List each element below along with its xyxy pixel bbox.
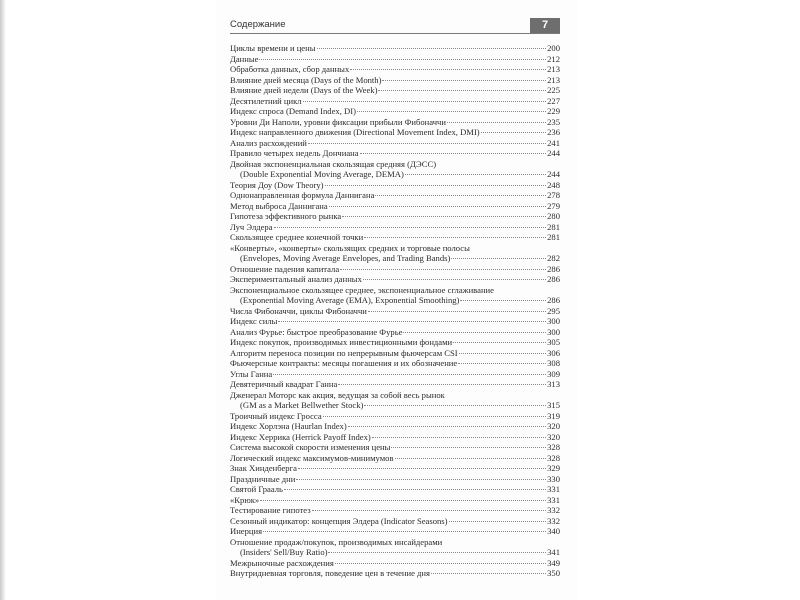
toc-entry-page: 308 — [547, 358, 560, 368]
toc-entry-title: (Envelopes, Moving Average Envelopes, and Trading Bands) — [240, 253, 451, 263]
toc-entry-page: 340 — [547, 526, 560, 536]
toc-entry-page: 320 — [547, 421, 560, 431]
toc-entry-title: Отношение падения капитала — [230, 263, 340, 274]
toc-entry — [230, 358, 560, 369]
toc-entry-page: 332 — [547, 515, 560, 526]
toc-entry-page: 213 — [547, 64, 560, 74]
dot-leader — [340, 269, 546, 270]
toc-entry — [230, 306, 560, 317]
dot-leader — [350, 69, 546, 70]
dot-leader — [325, 185, 547, 186]
dot-leader — [459, 353, 546, 354]
dot-leader — [273, 374, 546, 375]
toc-entry — [230, 463, 560, 474]
toc-entry-page: 331 — [547, 494, 560, 505]
dot-leader — [357, 111, 546, 112]
toc-entry-title: Индекс Херрика (Herrick Payoff Index) — [230, 431, 371, 442]
toc-entry-title: Праздничные дни — [230, 473, 296, 484]
toc-entry — [230, 54, 560, 65]
dot-leader — [364, 237, 546, 238]
toc-entry-page: 286 — [547, 274, 560, 284]
toc-entry-page: 229 — [547, 106, 560, 116]
toc-entry — [230, 180, 560, 191]
toc-entry-page: 236 — [547, 127, 560, 137]
toc-entry — [230, 316, 560, 327]
toc-entry — [230, 106, 560, 117]
toc-entry-title-line: Отношение продаж/покупок, производимых инсайдерами — [230, 536, 443, 547]
toc-entry-title: Девятеричный квадрат Ганна — [230, 379, 338, 389]
dot-leader — [382, 80, 546, 81]
toc-entry-title: Индекс Хорлэна (Haurlan Index) — [230, 421, 347, 431]
toc-entry-title: Инерция — [230, 526, 263, 536]
page-edge-shadow — [0, 0, 6, 600]
dot-leader — [328, 552, 546, 553]
dot-leader — [363, 279, 546, 280]
dot-leader — [348, 426, 546, 427]
toc-entry-title: Углы Ганна — [230, 368, 273, 379]
toc-entry — [230, 558, 560, 569]
toc-entry-title: Троичный индекс Гросса — [230, 410, 322, 421]
toc-entry — [230, 337, 560, 348]
toc-entry — [230, 190, 560, 201]
toc-entry-page: 330 — [547, 473, 560, 484]
toc-entry — [230, 421, 560, 432]
toc-entry-title: Индекс покупок, производимых инвестиционными фондами — [230, 337, 453, 347]
page-number-badge: 7 — [530, 18, 560, 33]
dot-leader — [451, 258, 546, 259]
toc-entry-page: 200 — [547, 43, 560, 53]
section-title: Содержание — [230, 19, 286, 30]
table-of-contents — [230, 43, 560, 579]
toc-entry-title: Числа Фибоначчи, циклы Фибоначчи — [230, 305, 367, 316]
toc-entry-title: Тестирование гипотез — [230, 505, 311, 515]
dot-leader — [317, 48, 547, 49]
toc-entry — [230, 390, 560, 411]
toc-entry-page: 331 — [547, 484, 560, 494]
dot-leader — [278, 321, 546, 322]
dot-leader — [403, 332, 546, 333]
toc-entry-page: 328 — [547, 442, 560, 452]
dot-leader — [460, 300, 546, 301]
toc-entry-title: Фьючерсные контракты: месяцы погашения и их обозначение — [230, 358, 458, 368]
toc-entry-title-line: Дженерал Моторс как акция, ведущая за собой весь рынок — [230, 389, 445, 400]
toc-entry-page: 281 — [547, 232, 560, 242]
dot-leader — [323, 416, 546, 417]
dot-leader — [395, 458, 547, 459]
toc-entry — [230, 474, 560, 485]
toc-entry — [230, 495, 560, 506]
toc-entry — [230, 127, 560, 138]
toc-entry — [230, 369, 560, 380]
toc-entry-title: Анализ Фурье: быстрое преобразование Фурье — [230, 326, 403, 337]
toc-entry-page: 281 — [547, 221, 560, 232]
dot-leader — [360, 153, 547, 154]
toc-entry-page: 315 — [547, 400, 560, 410]
toc-entry — [230, 211, 560, 222]
toc-entry-page: 313 — [547, 379, 560, 389]
dot-leader — [368, 311, 546, 312]
dot-leader — [405, 174, 546, 175]
toc-entry-title: Уровни Ди Наполи, уровни фиксации прибыли Фибоначчи — [230, 116, 446, 127]
dot-leader — [284, 489, 546, 490]
toc-entry-page: 244 — [547, 148, 560, 158]
toc-entry-page: 282 — [547, 253, 560, 263]
dot-leader — [431, 573, 546, 574]
toc-entry-page: 248 — [547, 179, 560, 190]
toc-entry-page: 235 — [547, 116, 560, 127]
toc-entry-page: 286 — [547, 295, 560, 305]
toc-entry-page: 332 — [547, 505, 560, 515]
dot-leader — [298, 468, 546, 469]
toc-entry — [230, 442, 560, 453]
toc-entry — [230, 117, 560, 128]
toc-entry-page: 212 — [547, 53, 560, 64]
dot-leader — [342, 216, 546, 217]
toc-entry-title: Луч Элдера — [230, 221, 273, 232]
toc-entry-title: Алгоритм переноса позиции по непрерывным фьючерсам CSI — [230, 347, 458, 358]
toc-entry — [230, 568, 560, 579]
toc-entry-title: Анализ расхождений — [230, 137, 307, 148]
dot-leader — [303, 101, 547, 102]
toc-entry-title: Внутридневная торговля, поведение цен в течение дня — [230, 568, 430, 578]
toc-entry-title: Экспериментальный анализ данных — [230, 274, 362, 284]
book-page — [216, 0, 578, 600]
toc-entry-page: 225 — [547, 85, 560, 95]
toc-entry-title: Святой Грааль — [230, 484, 283, 494]
toc-entry — [230, 85, 560, 96]
toc-entry — [230, 432, 560, 443]
dot-leader — [329, 206, 546, 207]
dot-leader — [458, 363, 546, 364]
toc-entry-page: 279 — [547, 200, 560, 211]
dot-leader — [263, 531, 546, 532]
dot-leader — [364, 405, 546, 406]
dot-leader — [338, 384, 546, 385]
toc-entry-page: 227 — [547, 95, 560, 106]
toc-entry-page: 286 — [547, 263, 560, 274]
dot-leader — [260, 500, 546, 501]
toc-entry-page: 213 — [547, 74, 560, 85]
dot-leader — [312, 510, 547, 511]
toc-entry-page: 349 — [547, 557, 560, 568]
toc-entry — [230, 243, 560, 264]
dot-leader — [296, 479, 546, 480]
toc-entry — [230, 348, 560, 359]
toc-entry-title: Однонаправленная формула Даннигана — [230, 190, 375, 200]
toc-entry — [230, 537, 560, 558]
toc-entry — [230, 264, 560, 275]
dot-leader — [372, 437, 546, 438]
toc-entry — [230, 75, 560, 86]
toc-entry-page: 300 — [547, 326, 560, 337]
dot-leader — [453, 342, 546, 343]
dot-leader — [274, 227, 547, 228]
dot-leader — [481, 132, 546, 133]
toc-entry-page: 341 — [547, 547, 560, 557]
dot-leader — [378, 90, 546, 91]
dot-leader — [259, 59, 546, 60]
toc-entry-page: 244 — [547, 169, 560, 179]
toc-entry-page: 328 — [547, 452, 560, 463]
dot-leader — [447, 122, 546, 123]
toc-entry-page: 295 — [547, 305, 560, 316]
dot-leader — [308, 143, 546, 144]
toc-entry-title: Данные — [230, 53, 259, 64]
toc-entry — [230, 138, 560, 149]
toc-entry-title: Знак Хинденберга — [230, 463, 297, 473]
toc-entry — [230, 379, 560, 390]
toc-entry-title: Правило четырех недель Дончиана — [230, 148, 359, 158]
toc-entry — [230, 484, 560, 495]
toc-entry-page: 350 — [547, 568, 560, 578]
toc-entry-title: Гипотеза эффективного рынка — [230, 211, 342, 221]
toc-entry-page: 300 — [547, 316, 560, 326]
toc-entry-title: Влияние дней месяца (Days of the Month) — [230, 74, 382, 85]
dot-leader — [391, 447, 546, 448]
toc-entry-page: 320 — [547, 431, 560, 442]
toc-entry-page: 309 — [547, 368, 560, 379]
toc-entry-title: (GM as a Market Bellwether Stock) — [240, 400, 364, 410]
toc-entry-title: Межрыночные расхождения — [230, 557, 334, 568]
toc-entry-page: 306 — [547, 347, 560, 358]
toc-entry — [230, 327, 560, 338]
toc-entry-title: Индекс спроса (Demand Index, DI) — [230, 106, 356, 116]
toc-entry-title: Сезонный индикатор: концепция Элдера (Indicator Seasons) — [230, 515, 448, 526]
toc-entry-title: Обработка данных, сбор данных — [230, 64, 350, 74]
toc-entry — [230, 64, 560, 75]
dot-leader — [449, 521, 547, 522]
toc-entry — [230, 526, 560, 537]
toc-entry-title: Теория Доу (Dow Theory) — [230, 179, 324, 190]
toc-entry — [230, 201, 560, 212]
toc-entry-title-line: Двойная экспоненциальная скользящая средняя (ДЭСС) — [230, 158, 437, 169]
page-header — [230, 18, 560, 34]
toc-entry — [230, 232, 560, 243]
toc-entry-title-line: «Конверты», «конверты» скользящих средних и торговые полосы — [230, 242, 470, 253]
toc-entry-title: Индекс силы — [230, 316, 278, 326]
toc-entry-page: 319 — [547, 410, 560, 421]
toc-entry — [230, 222, 560, 233]
toc-entry-page: 241 — [547, 137, 560, 148]
toc-entry-title: Десятилетний цикл — [230, 95, 302, 106]
toc-entry-title: Система высокой скорости изменения цены — [230, 442, 391, 452]
toc-entry-title: «Крюк» — [230, 494, 260, 505]
toc-entry-page: 280 — [547, 211, 560, 221]
dot-leader — [375, 195, 546, 196]
toc-entry — [230, 453, 560, 464]
toc-entry-title: (Exponential Moving Average (EMA), Exponential Smoothing) — [240, 295, 460, 305]
toc-entry-title: Логический индекс максимумов-минимумов — [230, 452, 394, 463]
toc-entry — [230, 505, 560, 516]
toc-entry — [230, 148, 560, 159]
dot-leader — [335, 563, 546, 564]
toc-entry-page: 329 — [547, 463, 560, 473]
toc-entry — [230, 43, 560, 54]
toc-entry-title: Скользящее среднее конечной точки — [230, 232, 364, 242]
toc-entry-title-line: Экспоненциальное скользящее среднее, экспоненциальное сглаживание — [230, 284, 494, 295]
toc-entry — [230, 411, 560, 422]
toc-entry — [230, 96, 560, 107]
toc-entry-title: Индекс направленного движения (Directional Movement Index, DMI) — [230, 127, 480, 137]
toc-entry-title: Циклы времени и цены — [230, 43, 316, 53]
toc-entry — [230, 159, 560, 180]
toc-entry — [230, 516, 560, 527]
toc-entry-title: Метод выброса Даннигана — [230, 200, 328, 211]
toc-entry-page: 305 — [547, 337, 560, 347]
toc-entry-title: (Double Exponential Moving Average, DEMA) — [240, 169, 404, 179]
toc-entry — [230, 274, 560, 285]
toc-entry — [230, 285, 560, 306]
toc-entry-page: 278 — [547, 190, 560, 200]
toc-entry-title: Влияние дней недели (Days of the Week) — [230, 85, 378, 95]
toc-entry-title: (Insiders' Sell/Buy Ratio) — [240, 547, 328, 557]
